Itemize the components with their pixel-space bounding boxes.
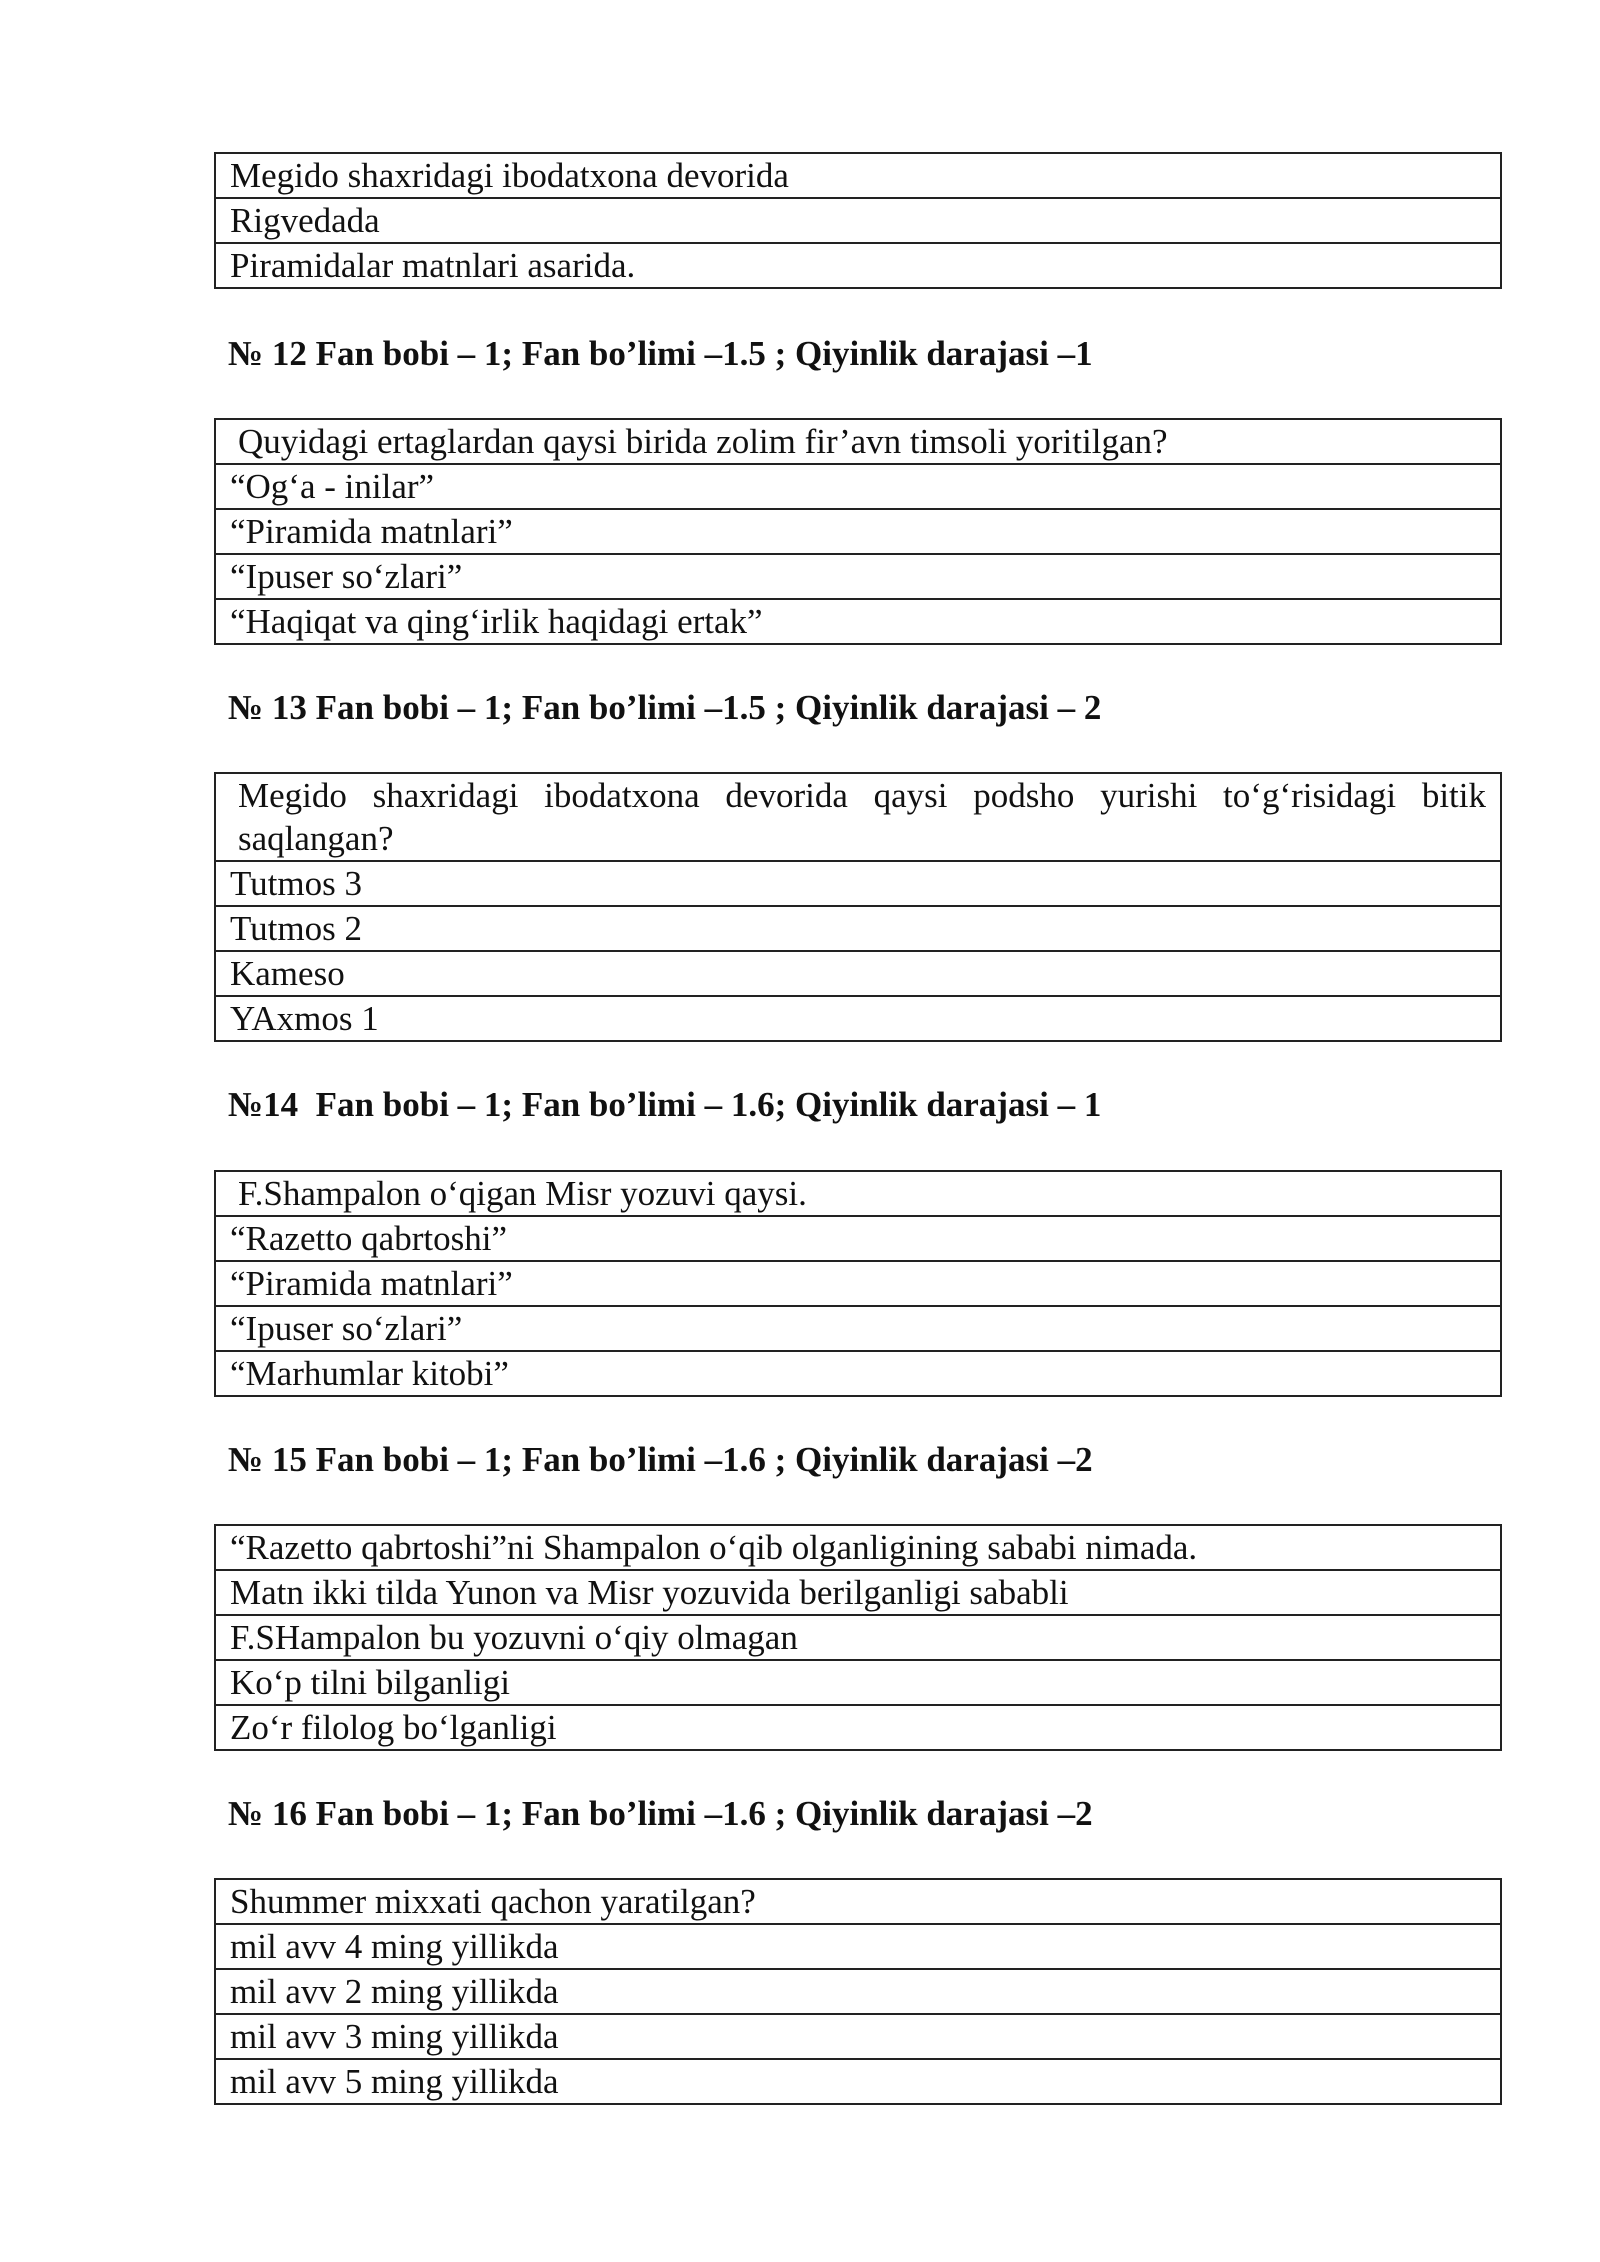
question-heading-16: № 16 Fan bobi – 1; Fan bo’limi –1.6 ; Qiyinlik darajasi –2 <box>228 1794 1093 1833</box>
answer-option: “Ipuser so‘zlari” <box>215 554 1501 599</box>
question-text: Quyidagi ertaglardan qaysi birida zolim fir’avn timsoli yoritilgan? <box>215 419 1501 464</box>
question-text: “Razetto qabrtoshi”ni Shampalon o‘qib olganligining sababi nimada. <box>215 1525 1501 1570</box>
question-table-15 <box>214 1524 1502 1751</box>
question-text: Megido shaxridagi ibodatxona devorida qaysi podsho yurishi to‘g‘risidagi bitik saqlangan? <box>215 773 1501 861</box>
question-table-13 <box>214 772 1502 1042</box>
answer-option: Ko‘p tilni bilganligi <box>215 1660 1501 1705</box>
answer-option: “Ipuser so‘zlari” <box>215 1306 1501 1351</box>
answer-option: Matn ikki tilda Yunon va Misr yozuvida berilganligi sababli <box>215 1570 1501 1615</box>
answer-option: Megido shaxridagi ibodatxona devorida <box>215 153 1501 198</box>
question-heading-15: № 15 Fan bobi – 1; Fan bo’limi –1.6 ; Qiyinlik darajasi –2 <box>228 1440 1093 1479</box>
answer-option: “Marhumlar kitobi” <box>215 1351 1501 1396</box>
answer-option: “Haqiqat va qing‘irlik haqidagi ertak” <box>215 599 1501 644</box>
question-text: Shummer mixxati qachon yaratilgan? <box>215 1879 1501 1924</box>
answer-option: Zo‘r filolog bo‘lganligi <box>215 1705 1501 1750</box>
answer-option: F.SHampalon bu yozuvni o‘qiy olmagan <box>215 1615 1501 1660</box>
answer-option: Kameso <box>215 951 1501 996</box>
answer-option: “Piramida matnlari” <box>215 509 1501 554</box>
question-heading-13: № 13 Fan bobi – 1; Fan bo’limi –1.5 ; Qiyinlik darajasi – 2 <box>228 688 1102 727</box>
answer-option: “Piramida matnlari” <box>215 1261 1501 1306</box>
answer-option: Tutmos 3 <box>215 861 1501 906</box>
question-table-16 <box>214 1878 1502 2105</box>
answer-option: mil avv 3 ming yillikda <box>215 2014 1501 2059</box>
answer-option: mil avv 2 ming yillikda <box>215 1969 1501 2014</box>
question-heading-14: №14 Fan bobi – 1; Fan bo’limi – 1.6; Qiyinlik darajasi – 1 <box>228 1085 1102 1124</box>
answer-option: mil avv 5 ming yillikda <box>215 2059 1501 2104</box>
answer-table-fragment <box>214 152 1502 289</box>
question-heading-12: № 12 Fan bobi – 1; Fan bo’limi –1.5 ; Qiyinlik darajasi –1 <box>228 334 1093 373</box>
answer-option: “Razetto qabrtoshi” <box>215 1216 1501 1261</box>
answer-option: Piramidalar matnlari asarida. <box>215 243 1501 288</box>
answer-option: Tutmos 2 <box>215 906 1501 951</box>
answer-option: “Og‘a - inilar” <box>215 464 1501 509</box>
answer-option: Rigvedada <box>215 198 1501 243</box>
question-table-14 <box>214 1170 1502 1397</box>
answer-option: mil avv 4 ming yillikda <box>215 1924 1501 1969</box>
question-text: F.Shampalon o‘qigan Misr yozuvi qaysi. <box>215 1171 1501 1216</box>
answer-option: YAxmos 1 <box>215 996 1501 1041</box>
question-table-12 <box>214 418 1502 645</box>
